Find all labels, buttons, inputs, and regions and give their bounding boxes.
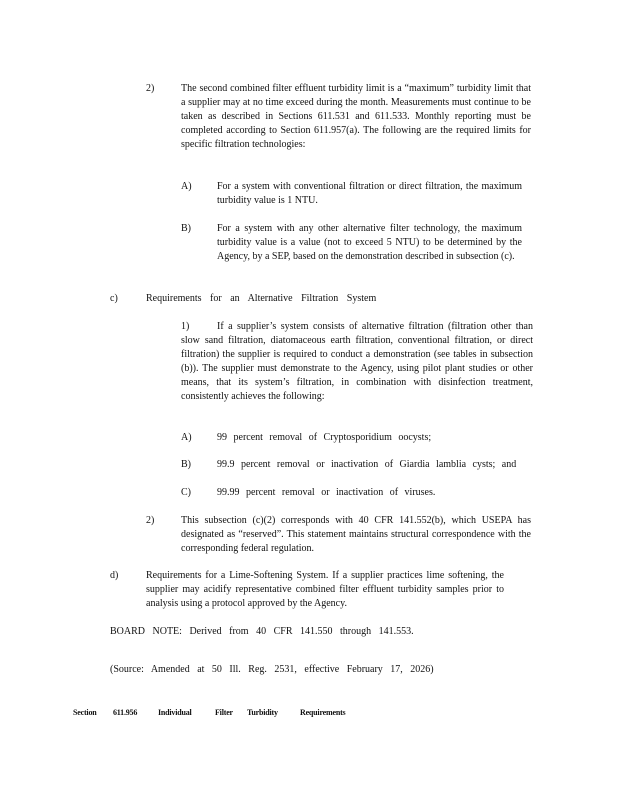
section-title-word-1: Individual: [158, 708, 192, 717]
section-number: 611.956: [113, 708, 138, 717]
item-c-2-text: This subsection (c)(2) corresponds with 40 CFR 141.552(b), which USEPA has designated as “reserved”. This statement maintains structural correspondence with the corresponding federal regulation.: [181, 515, 531, 554]
section-title-word-4: Requirements: [300, 708, 346, 717]
item-c-1-B-text: 99.9 percent removal or inactivation of Giardia lamblia cysts; and: [217, 459, 517, 470]
item-c-1-label: 1): [181, 321, 190, 332]
board-note: BOARD NOTE: Derived from 40 CFR 141.550 through 141.553.: [110, 626, 414, 637]
item-c-1-C-text: 99.99 percent removal or inactivation of viruses.: [217, 487, 436, 498]
item-2-B-text: For a system with any other alternative filter technology, the maximum turbidity value is a value (not to exceed 5 NTU) to be determined by the Agency, by a SEP, based on the demonstration described in subsection (c).: [217, 223, 522, 262]
item-2-A-label: A): [181, 181, 192, 192]
section-title-word-3: Turbidity: [247, 708, 278, 717]
item-2-label: 2): [146, 83, 155, 94]
item-c-label: c): [110, 293, 118, 304]
item-2-A-text: For a system with conventional filtration or direct filtration, the maximum turbidity value is 1 NTU.: [217, 181, 522, 206]
item-d-text: Requirements for a Lime-Softening System. If a supplier practices lime softening, the supplier may acidify representative combined filter effluent turbidity samples prior to analysis using a protocol approved by the Agency.: [146, 570, 504, 609]
item-c-1-B-label: B): [181, 459, 191, 470]
section-title-word-2: Filter: [215, 708, 233, 717]
item-c-heading: Requirements for an Alternative Filtration System: [146, 293, 377, 304]
item-c-1-C-label: C): [181, 487, 191, 498]
item-d-label: d): [110, 570, 119, 581]
item-2-text: The second combined filter effluent turbidity limit is a “maximum” turbidity limit that a supplier may at no time exceed during the month. Measurements must continue to be taken as described in Sections 611.531 and 611.533. Monthly reporting must be completed according to Section 611.957(a). The following are the required limits for specific filtration technologies:: [181, 83, 531, 150]
item-c-1-text: If a supplier’s system consists of alternative filtration (filtration other than slow sand filtration, diatomaceous earth filtration, conventional filtration, or direct filtration) the supplier is required to conduct a demonstration (see tables in subsection (b)). The supplier must demonstrate to the Agency, using pilot plant studies or other means, that its system’s filtration, in combination with disinfection treatment, consistently achieves the following:: [181, 321, 533, 402]
item-c-2-label: 2): [146, 515, 155, 526]
source-note: (Source: Amended at 50 Ill. Reg. 2531, effective February 17, 2026): [110, 664, 434, 675]
item-c-1-A-label: A): [181, 432, 192, 443]
item-2-B-label: B): [181, 223, 191, 234]
item-c-1-A-text: 99 percent removal of Cryptosporidium oocysts;: [217, 432, 432, 443]
section-word: Section: [73, 708, 97, 717]
